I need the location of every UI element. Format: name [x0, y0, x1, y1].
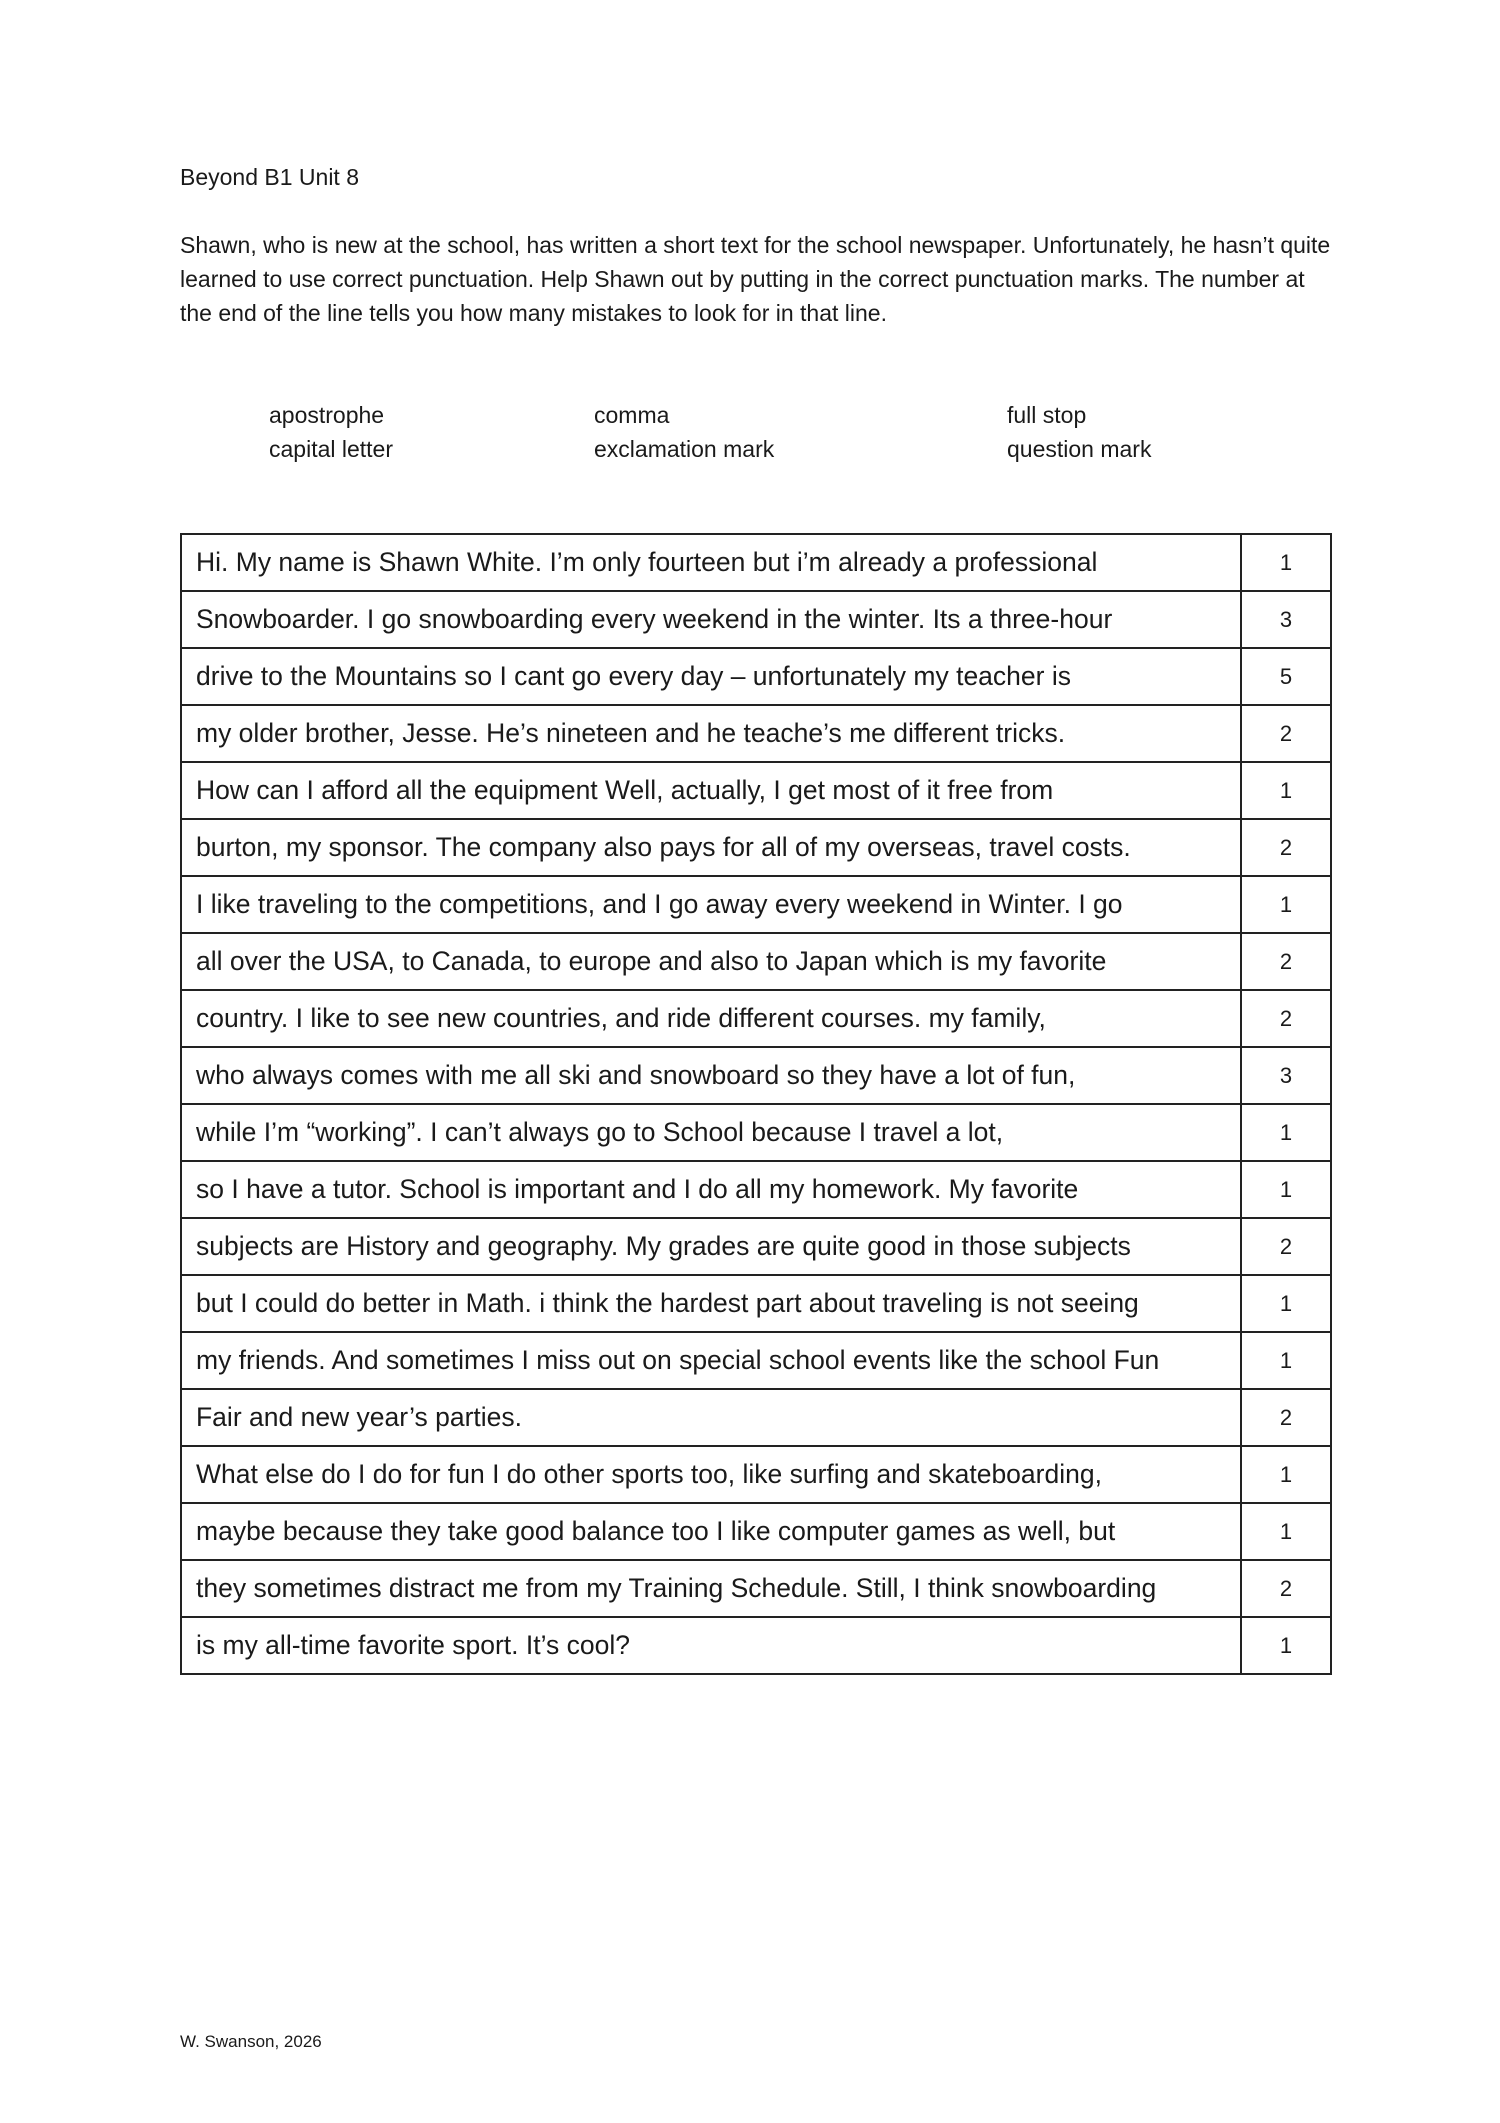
- table-row: [181, 534, 1331, 591]
- line-text: Hi. My name is Shawn White. I’m only fourteen but i’m already a professional: [181, 534, 1241, 591]
- line-text: so I have a tutor. School is important and I do all my homework. My favorite: [181, 1161, 1241, 1218]
- mistake-count: 2: [1241, 705, 1331, 762]
- mistake-count: 1: [1241, 1332, 1331, 1389]
- mistake-count: 2: [1241, 1389, 1331, 1446]
- line-text: Fair and new year’s parties.: [181, 1389, 1241, 1446]
- table-row: [181, 762, 1331, 819]
- line-text: What else do I do for fun I do other sports too, like surfing and skateboarding,: [181, 1446, 1241, 1503]
- mistake-count: 1: [1241, 534, 1331, 591]
- mistake-count: 3: [1241, 1047, 1331, 1104]
- line-text: while I’m “working”. I can’t always go to School because I travel a lot,: [181, 1104, 1241, 1161]
- line-text: Snowboarder. I go snowboarding every weekend in the winter. Its a three-hour: [181, 591, 1241, 648]
- line-text: all over the USA, to Canada, to europe and also to Japan which is my favorite: [181, 933, 1241, 990]
- mistake-count: 3: [1241, 591, 1331, 648]
- word-bank-column: [594, 398, 774, 466]
- line-text: my friends. And sometimes I miss out on special school events like the school Fun: [181, 1332, 1241, 1389]
- mistake-count: 1: [1241, 1275, 1331, 1332]
- mistake-count: 1: [1241, 1104, 1331, 1161]
- table-row: [181, 1275, 1331, 1332]
- line-text: subjects are History and geography. My grades are quite good in those subjects: [181, 1218, 1241, 1275]
- word-bank-item: comma: [594, 402, 670, 428]
- line-text: burton, my sponsor. The company also pays for all of my overseas, travel costs.: [181, 819, 1241, 876]
- line-text: maybe because they take good balance too I like computer games as well, but: [181, 1503, 1241, 1560]
- table-row: [181, 1047, 1331, 1104]
- table-row: [181, 876, 1331, 933]
- table-row: [181, 1617, 1331, 1674]
- mistake-count: 2: [1241, 1218, 1331, 1275]
- table-row: [181, 1218, 1331, 1275]
- table-row: [181, 1389, 1331, 1446]
- line-text: who always comes with me all ski and snowboard so they have a lot of fun,: [181, 1047, 1241, 1104]
- word-bank-column: [269, 398, 393, 466]
- text-lines-table: [180, 533, 1332, 1675]
- word-bank-item: capital letter: [269, 436, 394, 462]
- table-row: [181, 1104, 1331, 1161]
- mistake-count: 2: [1241, 1560, 1331, 1617]
- mistake-count: 1: [1241, 1617, 1331, 1674]
- word-bank-item: apostrophe: [269, 402, 385, 428]
- line-text: I like traveling to the competitions, and I go away every weekend in Winter. I go: [181, 876, 1241, 933]
- instructions-paragraph: Shawn, who is new at the school, has written a short text for the school newspaper. Unfortunately, he hasn’t quite learned to use correct punctuation. Help Shawn out by putting in the correct punctuation marks. The number at the end of the line tells you how many mistakes to look for in that line.: [180, 232, 1331, 326]
- mistake-count: 2: [1241, 990, 1331, 1047]
- table-row: [181, 1446, 1331, 1503]
- mistake-count: 2: [1241, 933, 1331, 990]
- line-text: they sometimes distract me from my Training Schedule. Still, I think snowboarding: [181, 1560, 1241, 1617]
- mistake-count: 1: [1241, 876, 1331, 933]
- page-title: Beyond B1 Unit 8: [180, 164, 360, 190]
- line-text: How can I afford all the equipment Well, actually, I get most of it free from: [181, 762, 1241, 819]
- table-row: [181, 933, 1331, 990]
- table-row: [181, 1161, 1331, 1218]
- mistake-count: 2: [1241, 819, 1331, 876]
- mistake-count: 1: [1241, 762, 1331, 819]
- mistake-count: 1: [1241, 1161, 1331, 1218]
- table-row: [181, 1560, 1331, 1617]
- word-bank-column: [1007, 398, 1151, 466]
- line-text: but I could do better in Math. i think the hardest part about traveling is not seeing: [181, 1275, 1241, 1332]
- table-row: [181, 648, 1331, 705]
- mistake-count: 5: [1241, 648, 1331, 705]
- word-bank-item: full stop: [1007, 402, 1087, 428]
- mistake-count: 1: [1241, 1503, 1331, 1560]
- table-row: [181, 705, 1331, 762]
- mistake-count: 1: [1241, 1446, 1331, 1503]
- line-text: is my all-time favorite sport. It’s cool?: [181, 1617, 1241, 1674]
- word-bank-item: question mark: [1007, 436, 1152, 462]
- line-text: my older brother, Jesse. He’s nineteen and he teache’s me different tricks.: [181, 705, 1241, 762]
- table-row: [181, 1503, 1331, 1560]
- table-row: [181, 990, 1331, 1047]
- table-row: [181, 819, 1331, 876]
- footer-credit: W. Swanson, 2026: [180, 2032, 322, 2051]
- line-text: country. I like to see new countries, and ride different courses. my family,: [181, 990, 1241, 1047]
- word-bank: [269, 398, 1269, 468]
- line-text: drive to the Mountains so I cant go every day – unfortunately my teacher is: [181, 648, 1241, 705]
- word-bank-item: exclamation mark: [594, 436, 775, 462]
- table-row: [181, 1332, 1331, 1389]
- table-row: [181, 591, 1331, 648]
